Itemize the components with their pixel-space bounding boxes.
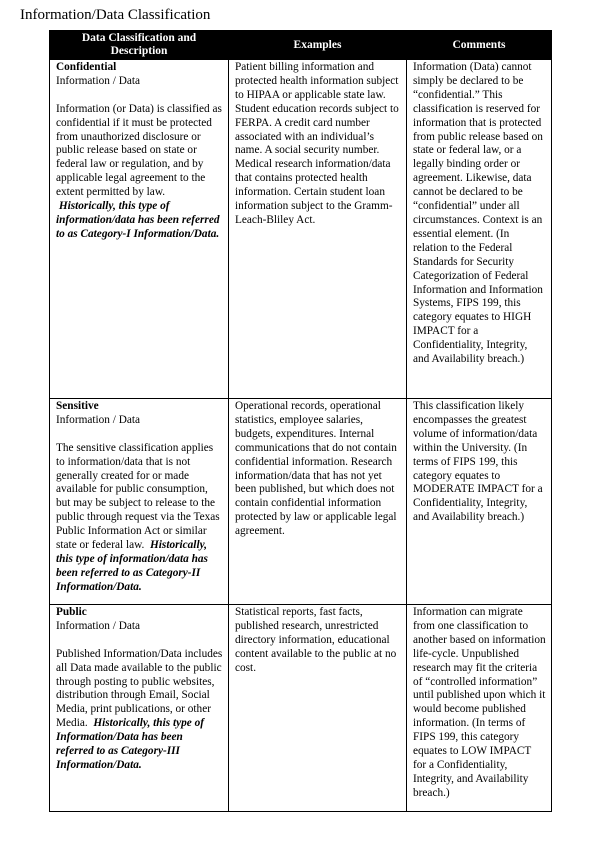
examples-cell: Statistical reports, fast facts, published research, unrestricted directory information, educational content available to the public at no cost. (229, 605, 407, 812)
classification-cell (50, 60, 229, 399)
category-description: Information (or Data) is classified as confidential if it must be protected from unauthorized disclosure or public release based on state or federal law or regulation, and by applicable legal agreement to the extent permitted by law. (56, 102, 222, 199)
classification-table (49, 30, 552, 812)
examples-cell: Patient billing information and protected health information subject to HIPAA or applicable state law. Student education records subject to FERPA. A credit card number associated with an individual’s name. A social security number. Medical research information/data that contains protected health information. Certain student loan information subject to the Gramm-Leach-Bliley Act. (229, 60, 407, 399)
header-classification: Data Classification and Description (50, 31, 229, 60)
category-historical-note: Historically, this type of Information/Data has been referred to as Category-III Information/Data. (56, 717, 204, 771)
classification-cell (50, 605, 229, 812)
table-row-sensitive (50, 399, 552, 605)
classification-cell (50, 399, 229, 605)
header-comments: Comments (407, 31, 552, 60)
category-historical-note: Historically, this type of information/data has been referred to as Category-I Information/Data. (56, 200, 220, 240)
header-examples: Examples (229, 31, 407, 60)
category-name: Confidential (56, 61, 117, 73)
category-name: Sensitive (56, 400, 99, 412)
category-description: Published Information/Data includes all Data made available to the public through posting to public websites, distribution through Email, Social Media, print publications, or other Media. (56, 647, 223, 730)
comments-cell: This classification likely encompasses the greatest volume of information/data within the University. (In terms of FIPS 199, this category equates to MODERATE IMPACT for a Confidentiality, Integrity, and Availability breach.) (407, 399, 552, 605)
category-subtitle: Information / Data (56, 413, 141, 426)
table-header-row (50, 31, 552, 60)
category-historical-note: Historically, this type of information/data has been referred to as Category-II Information/Data. (56, 539, 208, 593)
category-description: The sensitive classification applies to information/data that is not generally created for or made available for public consumption, but may be subject to release to the public through request via the Texas Public Information Act or similar state or federal law. (56, 441, 220, 552)
category-subtitle: Information / Data (56, 74, 141, 87)
comments-cell: Information can migrate from one classification to another based on information life-cycle. Unpublished research may fit the criteria of “controlled information” until published upon which it would become published information. (In terms of FIPS 199, this category equates to LOW IMPACT for a Confidentiality, Integrity, and Availability breach.) (407, 605, 552, 812)
examples-cell: Operational records, operational statistics, employee salaries, budgets, expenditures. Internal communications that do not contain confidential information. Research information/data that has not yet been published, but which does not contain confidential information protected by law or applicable legal agreement. (229, 399, 407, 605)
comments-cell: Information (Data) cannot simply be declared to be “confidential.” This classification is reserved for information that is protected from public release based on state or federal law, or a legally binding order or agreement. Likewise, data cannot be declared to be “confidential” under all circumstances. Context is an essential element. (In relation to the Federal Standards for Security Categorization of Federal Information and Information Systems, FIPS 199, this category equates to HIGH IMPACT for a Confidentiality, Integrity, and Availability breach.) (407, 60, 552, 399)
category-name: Public (56, 606, 87, 618)
category-subtitle: Information / Data (56, 619, 141, 632)
document-title: Information/Data Classification (20, 7, 211, 23)
table-row-confidential (50, 60, 552, 399)
table-row-public (50, 605, 552, 812)
